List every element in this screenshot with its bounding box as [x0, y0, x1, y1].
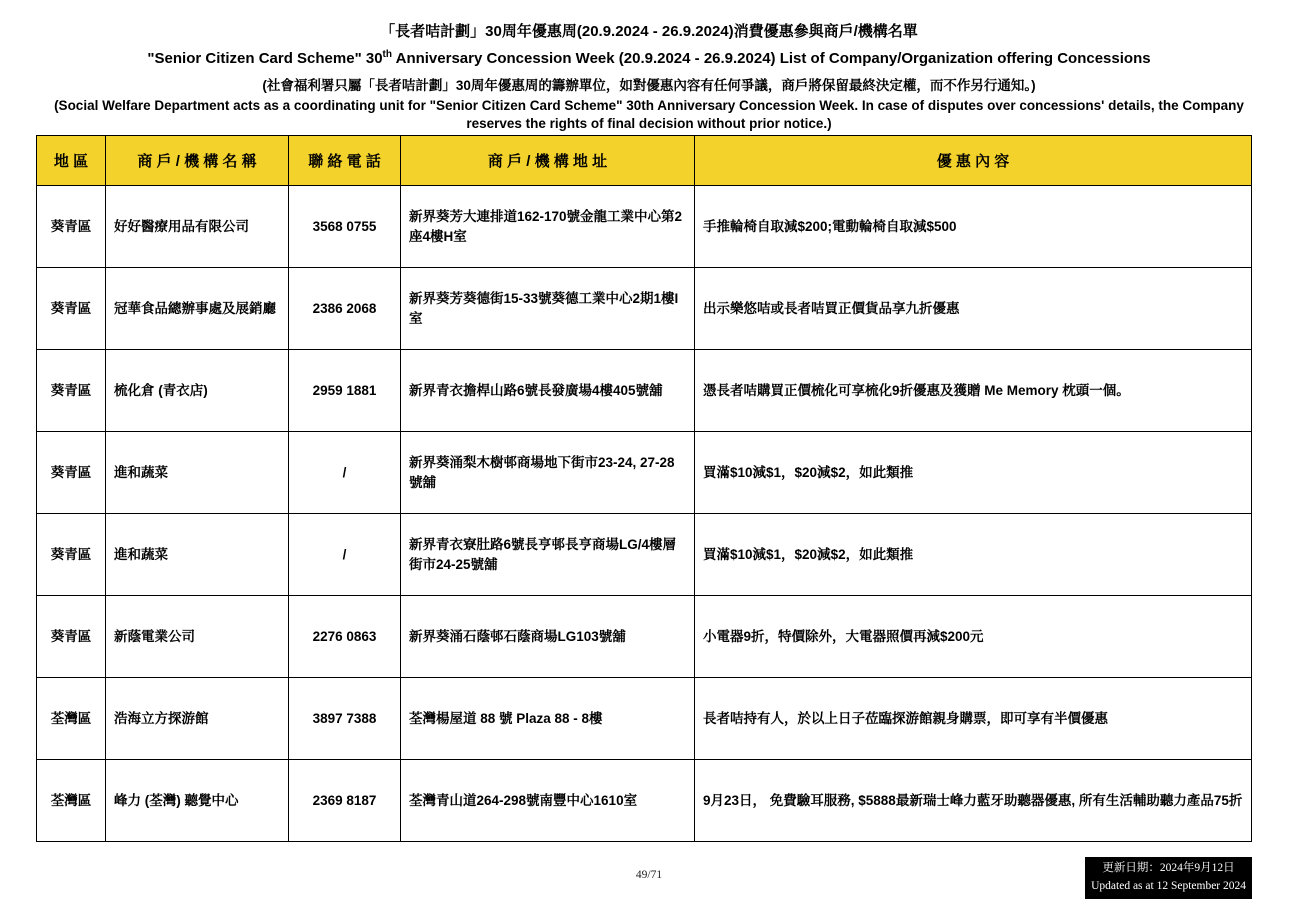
- cell-address: 荃灣青山道264-298號南豐中心1610室: [401, 760, 695, 842]
- cell-name: 進和蔬菜: [106, 432, 289, 514]
- cell-phone: /: [289, 514, 401, 596]
- title-english: [0, 48, 1298, 69]
- cell-offer: 小電器9折，特價除外，大電器照價再減$200元: [695, 596, 1252, 678]
- cell-name: 新蔭電業公司: [106, 596, 289, 678]
- cell-address: 荃灣楊屋道 88 號 Plaza 88 - 8樓: [401, 678, 695, 760]
- cell-address: 新界青衣寮肚路6號長亨邨長亨商場LG/4樓層街市24-25號舖: [401, 514, 695, 596]
- update-date-chinese: 更新日期：2024年9月12日: [1102, 862, 1235, 875]
- cell-name: 峰力 (荃灣) 聽覺中心: [106, 760, 289, 842]
- cell-region: 葵青區: [37, 432, 106, 514]
- cell-offer: 手推輪椅自取減$200;電動輪椅自取減$500: [695, 186, 1252, 268]
- concession-table: [36, 135, 1252, 842]
- cell-name: 進和蔬菜: [106, 514, 289, 596]
- cell-region: 葵青區: [37, 596, 106, 678]
- cell-offer: 出示樂悠咭或長者咭買正價貨品享九折優惠: [695, 268, 1252, 350]
- table-row: [37, 596, 1252, 678]
- title-english-prefix: "Senior Citizen Card Scheme" 30: [147, 50, 383, 68]
- title-english-ordinal: th: [382, 49, 392, 61]
- disclaimer-chinese: (社會福利署只屬「長者咭計劃」30周年優惠周的籌辦單位，如對優惠內容有任何爭議，商戶將保留最終決定權，而不作另行通知。): [262, 77, 1036, 93]
- table-row: [37, 268, 1252, 350]
- cell-offer: 買滿$10減$1，$20減$2，如此類推: [695, 432, 1252, 514]
- column-header-name: 商 戶 / 機 構 名 稱: [106, 136, 289, 186]
- page-number: 49/71: [635, 869, 663, 881]
- cell-address: 新界青衣擔桿山路6號長發廣場4樓405號舖: [401, 350, 695, 432]
- column-header-phone: 聯 絡 電 話: [289, 136, 401, 186]
- cell-phone: 2386 2068: [289, 268, 401, 350]
- cell-region: 葵青區: [37, 268, 106, 350]
- column-header-region: 地 區: [37, 136, 106, 186]
- title-english-suffix: Anniversary Concession Week (20.9.2024 - 26.9.2024) List of Company/Organization offering Concessions: [392, 50, 1151, 68]
- table-row: [37, 186, 1252, 268]
- column-header-offer: 優 惠 內 容: [695, 136, 1252, 186]
- cell-region: 荃灣區: [37, 678, 106, 760]
- update-date-english: Updated as at 12 September 2024: [1091, 880, 1246, 893]
- cell-address: 新界葵芳葵德街15-33號葵德工業中心2期1樓I室: [401, 268, 695, 350]
- table-header-row: [37, 136, 1252, 186]
- cell-name: 好好醫療用品有限公司: [106, 186, 289, 268]
- cell-phone: 3568 0755: [289, 186, 401, 268]
- cell-phone: 2276 0863: [289, 596, 401, 678]
- cell-offer: 買滿$10減$1，$20減$2，如此類推: [695, 514, 1252, 596]
- cell-address: 新界葵涌梨木樹邨商場地下街市23-24, 27-28號舖: [401, 432, 695, 514]
- cell-phone: 2959 1881: [289, 350, 401, 432]
- table-row: [37, 432, 1252, 514]
- cell-offer: 憑長者咭購買正價梳化可享梳化9折優惠及獲贈 Me Memory 枕頭一個。: [695, 350, 1252, 432]
- cell-address: 新界葵芳大連排道162-170號金龍工業中心第2座4樓H室: [401, 186, 695, 268]
- cell-name: 浩海立方探游館: [106, 678, 289, 760]
- cell-phone: 3897 7388: [289, 678, 401, 760]
- table-row: [37, 678, 1252, 760]
- table-row: [37, 760, 1252, 842]
- title-chinese: 「長者咭計劃」30周年優惠周(20.9.2024 - 26.9.2024)消費優惠參與商戶/機構名單: [380, 23, 918, 40]
- disclaimer-english: (Social Welfare Department acts as a coordinating unit for "Senior Citizen Card Scheme" 30th Anniversary Concession Week. In case of disputes over concessions' details, the Company reserves the rights of final decision without prior notice.): [54, 97, 1244, 131]
- cell-offer: 9月23日， 免費驗耳服務, $5888最新瑞士峰力藍牙助聽器優惠, 所有生活輔助聽力產品75折: [695, 760, 1252, 842]
- cell-address: 新界葵涌石蔭邨石蔭商場LG103號舖: [401, 596, 695, 678]
- cell-phone: 2369 8187: [289, 760, 401, 842]
- document-header: [0, 0, 1298, 153]
- cell-region: 葵青區: [37, 350, 106, 432]
- cell-phone: /: [289, 432, 401, 514]
- cell-offer: 長者咭持有人，於以上日子莅臨探游館親身購票，即可享有半價優惠: [695, 678, 1252, 760]
- cell-name: 冠華食品總辦事處及展銷廳: [106, 268, 289, 350]
- cell-region: 葵青區: [37, 186, 106, 268]
- cell-region: 葵青區: [37, 514, 106, 596]
- column-header-address: 商 戶 / 機 構 地 址: [401, 136, 695, 186]
- cell-name: 梳化倉 (青衣店): [106, 350, 289, 432]
- table-row: [37, 514, 1252, 596]
- table-row: [37, 350, 1252, 432]
- cell-region: 荃灣區: [37, 760, 106, 842]
- update-date-stamp: [1085, 857, 1252, 899]
